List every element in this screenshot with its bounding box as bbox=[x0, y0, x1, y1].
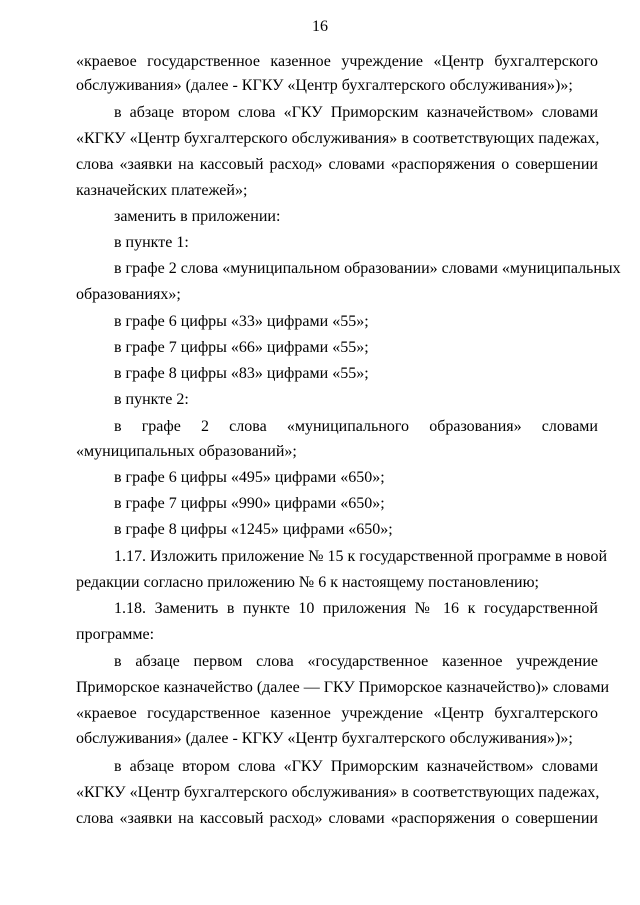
text-line: обслуживания» (далее - КГКУ «Центр бухгалтерского обслуживания»)»; bbox=[76, 77, 573, 94]
text-line: «муниципальных образований»; bbox=[76, 443, 297, 460]
text-line: в абзаце втором слова «ГКУ Приморским казначейством» словами bbox=[114, 758, 598, 775]
text-line: 1.17. Изложить приложение № 15 к государственной программе в новой bbox=[114, 548, 608, 565]
text-line: в пункте 2: bbox=[114, 391, 189, 408]
text-line: редакции согласно приложению № 6 к настоящему постановлению; bbox=[76, 574, 539, 591]
text-line: заменить в приложении: bbox=[114, 208, 281, 225]
text-line: в графе 8 цифры «83» цифрами «55»; bbox=[114, 365, 369, 382]
text-line: слова «заявки на кассовый расход» словами «распоряжения о совершении bbox=[76, 810, 598, 827]
text-line: в абзаце первом слова «государственное казенное учреждение bbox=[114, 653, 598, 670]
text-line: 1.18. Заменить в пункте 10 приложения № 16 к государственной bbox=[114, 600, 598, 617]
text-line: «краевое государственное казенное учреждение «Центр бухгалтерского bbox=[76, 705, 598, 722]
text-line: в графе 2 слова «муниципального образования» словами bbox=[114, 418, 598, 435]
text-line: в графе 8 цифры «1245» цифрами «650»; bbox=[114, 521, 393, 538]
text-line: «КГКУ «Центр бухгалтерского обслуживания» в соответствующих падежах, bbox=[76, 784, 600, 801]
text-line: в графе 6 цифры «33» цифрами «55»; bbox=[114, 313, 369, 330]
text-line: в абзаце втором слова «ГКУ Приморским казначейством» словами bbox=[114, 104, 598, 121]
text-line: в графе 2 слова «муниципальном образовании» словами «муниципальных bbox=[114, 260, 621, 277]
text-line: в пункте 1: bbox=[114, 234, 189, 251]
text-line: «КГКУ «Центр бухгалтерского обслуживания» в соответствующих падежах, bbox=[76, 130, 600, 147]
text-line: казначейских платежей»; bbox=[76, 182, 248, 199]
text-line: «краевое государственное казенное учреждение «Центр бухгалтерского bbox=[76, 53, 598, 70]
text-line: в графе 6 цифры «495» цифрами «650»; bbox=[114, 469, 385, 486]
text-line: обслуживания» (далее - КГКУ «Центр бухгалтерского обслуживания»)»; bbox=[76, 730, 573, 747]
text-line: в графе 7 цифры «66» цифрами «55»; bbox=[114, 339, 369, 356]
text-line: программе: bbox=[76, 626, 155, 643]
text-line: образованиях»; bbox=[76, 286, 181, 303]
page-number: 16 bbox=[312, 18, 328, 35]
text-line: Приморское казначейство (далее — ГКУ Приморское казначейство)» словами bbox=[76, 679, 610, 696]
text-line: слова «заявки на кассовый расход» словами «распоряжения о совершении bbox=[76, 156, 598, 173]
text-line: в графе 7 цифры «990» цифрами «650»; bbox=[114, 495, 385, 512]
